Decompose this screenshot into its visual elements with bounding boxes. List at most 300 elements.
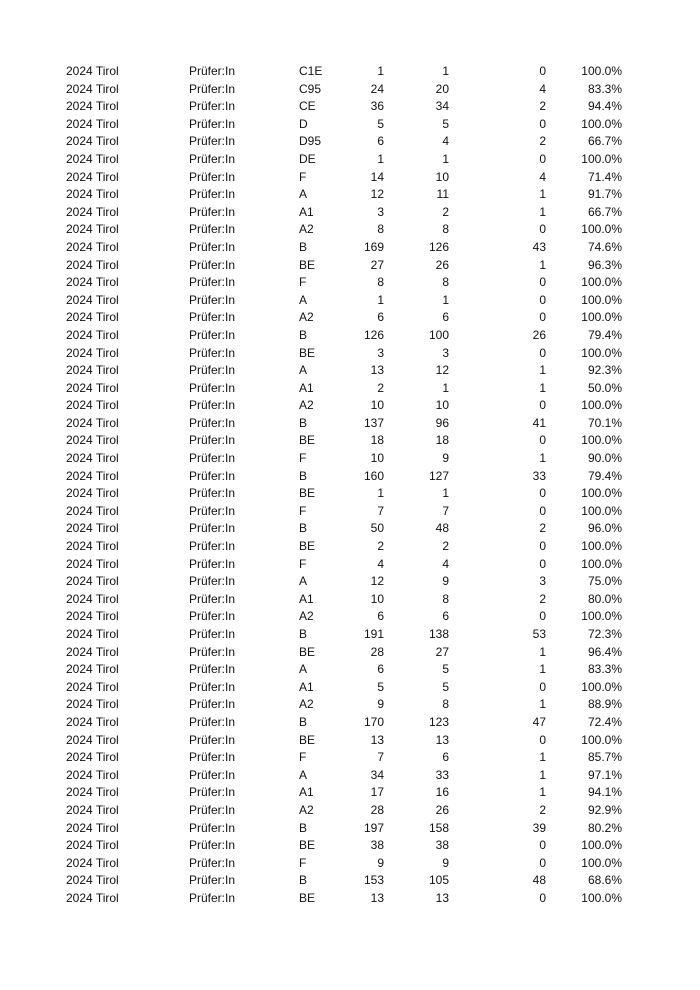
- failed-count-cell: 2: [539, 134, 546, 149]
- passed-count-cell: 26: [435, 257, 449, 272]
- passed-count-cell: 5: [442, 679, 449, 694]
- total-count-cell: 50: [370, 521, 384, 536]
- examiner-cell: Prüfer:In: [189, 838, 236, 853]
- failed-count-cell: 2: [539, 591, 546, 606]
- results-table: [0, 63, 700, 908]
- license-class-cell: B: [299, 239, 308, 254]
- failed-count-cell: 41: [532, 415, 546, 430]
- year-region-cell: 2024 Tirol: [66, 468, 119, 483]
- year-region-cell: 2024 Tirol: [66, 187, 119, 202]
- pass-rate-cell: 100.0%: [581, 732, 622, 747]
- table-row: [0, 468, 700, 486]
- passed-count-cell: 16: [435, 785, 449, 800]
- total-count-cell: 24: [370, 81, 384, 96]
- passed-count-cell: 2: [442, 539, 449, 554]
- passed-count-cell: 9: [442, 855, 449, 870]
- license-class-cell: F: [299, 503, 307, 518]
- failed-count-cell: 1: [539, 363, 546, 378]
- failed-count-cell: 0: [539, 345, 546, 360]
- pass-rate-cell: 83.3%: [587, 81, 622, 96]
- pass-rate-cell: 100.0%: [581, 855, 622, 870]
- total-count-cell: 5: [377, 116, 384, 131]
- table-row: [0, 626, 700, 644]
- year-region-cell: 2024 Tirol: [66, 802, 119, 817]
- total-count-cell: 197: [363, 820, 384, 835]
- table-row: [0, 749, 700, 767]
- year-region-cell: 2024 Tirol: [66, 767, 119, 782]
- total-count-cell: 14: [370, 169, 384, 184]
- license-class-cell: BE: [299, 433, 316, 448]
- examiner-cell: Prüfer:In: [189, 486, 236, 501]
- pass-rate-cell: 71.4%: [587, 169, 622, 184]
- pass-rate-cell: 70.1%: [587, 415, 622, 430]
- pass-rate-cell: 100.0%: [581, 609, 622, 624]
- table-row: [0, 133, 700, 151]
- total-count-cell: 2: [377, 380, 384, 395]
- failed-count-cell: 1: [539, 697, 546, 712]
- table-row: [0, 309, 700, 327]
- pass-rate-cell: 66.7%: [587, 204, 622, 219]
- pass-rate-cell: 100.0%: [581, 222, 622, 237]
- license-class-cell: B: [299, 468, 308, 483]
- table-row: [0, 274, 700, 292]
- total-count-cell: 1: [377, 486, 384, 501]
- table-row: [0, 890, 700, 908]
- failed-count-cell: 1: [539, 204, 546, 219]
- failed-count-cell: 1: [539, 451, 546, 466]
- total-count-cell: 126: [363, 327, 384, 342]
- license-class-cell: A1: [299, 679, 314, 694]
- total-count-cell: 10: [370, 591, 384, 606]
- examiner-cell: Prüfer:In: [189, 292, 236, 307]
- table-row: [0, 239, 700, 257]
- pass-rate-cell: 96.4%: [587, 644, 622, 659]
- total-count-cell: 9: [377, 855, 384, 870]
- examiner-cell: Prüfer:In: [189, 855, 236, 870]
- year-region-cell: 2024 Tirol: [66, 81, 119, 96]
- pass-rate-cell: 75.0%: [587, 574, 622, 589]
- failed-count-cell: 0: [539, 310, 546, 325]
- failed-count-cell: 0: [539, 838, 546, 853]
- passed-count-cell: 6: [442, 750, 449, 765]
- failed-count-cell: 0: [539, 116, 546, 131]
- table-row: [0, 204, 700, 222]
- passed-count-cell: 18: [435, 433, 449, 448]
- table-row: [0, 538, 700, 556]
- examiner-cell: Prüfer:In: [189, 116, 236, 131]
- failed-count-cell: 2: [539, 802, 546, 817]
- total-count-cell: 170: [363, 714, 384, 729]
- passed-count-cell: 38: [435, 838, 449, 853]
- passed-count-cell: 5: [442, 662, 449, 677]
- year-region-cell: 2024 Tirol: [66, 873, 119, 888]
- failed-count-cell: 1: [539, 767, 546, 782]
- failed-count-cell: 0: [539, 679, 546, 694]
- year-region-cell: 2024 Tirol: [66, 99, 119, 114]
- table-row: [0, 679, 700, 697]
- year-region-cell: 2024 Tirol: [66, 64, 119, 78]
- license-class-cell: B: [299, 521, 308, 536]
- year-region-cell: 2024 Tirol: [66, 609, 119, 624]
- license-class-cell: A: [299, 187, 308, 202]
- license-class-cell: F: [299, 855, 307, 870]
- table-row: [0, 661, 700, 679]
- pass-rate-cell: 79.4%: [587, 327, 622, 342]
- passed-count-cell: 10: [435, 169, 449, 184]
- year-region-cell: 2024 Tirol: [66, 574, 119, 589]
- examiner-cell: Prüfer:In: [189, 820, 236, 835]
- pass-rate-cell: 100.0%: [581, 151, 622, 166]
- license-class-cell: F: [299, 275, 307, 290]
- table-row: [0, 591, 700, 609]
- table-row: [0, 415, 700, 433]
- failed-count-cell: 0: [539, 151, 546, 166]
- pass-rate-cell: 74.6%: [587, 239, 622, 254]
- pass-rate-cell: 79.4%: [587, 468, 622, 483]
- passed-count-cell: 10: [435, 398, 449, 413]
- pass-rate-cell: 90.0%: [587, 451, 622, 466]
- total-count-cell: 6: [377, 310, 384, 325]
- examiner-cell: Prüfer:In: [189, 767, 236, 782]
- failed-count-cell: 1: [539, 785, 546, 800]
- failed-count-cell: 1: [539, 380, 546, 395]
- year-region-cell: 2024 Tirol: [66, 310, 119, 325]
- pass-rate-cell: 100.0%: [581, 64, 622, 78]
- passed-count-cell: 96: [435, 415, 449, 430]
- pass-rate-cell: 83.3%: [587, 662, 622, 677]
- year-region-cell: 2024 Tirol: [66, 257, 119, 272]
- examiner-cell: Prüfer:In: [189, 380, 236, 395]
- passed-count-cell: 34: [435, 99, 449, 114]
- examiner-cell: Prüfer:In: [189, 327, 236, 342]
- examiner-cell: Prüfer:In: [189, 750, 236, 765]
- pass-rate-cell: 94.4%: [587, 99, 622, 114]
- license-class-cell: F: [299, 556, 307, 571]
- year-region-cell: 2024 Tirol: [66, 714, 119, 729]
- passed-count-cell: 13: [435, 732, 449, 747]
- table-row: [0, 186, 700, 204]
- table-row: [0, 432, 700, 450]
- failed-count-cell: 43: [532, 239, 546, 254]
- table-row: [0, 98, 700, 116]
- table-row: [0, 169, 700, 187]
- examiner-cell: Prüfer:In: [189, 714, 236, 729]
- failed-count-cell: 0: [539, 609, 546, 624]
- passed-count-cell: 12: [435, 363, 449, 378]
- year-region-cell: 2024 Tirol: [66, 820, 119, 835]
- examiner-cell: Prüfer:In: [189, 415, 236, 430]
- total-count-cell: 38: [370, 838, 384, 853]
- total-count-cell: 1: [377, 151, 384, 166]
- pass-rate-cell: 80.0%: [587, 591, 622, 606]
- pass-rate-cell: 72.3%: [587, 627, 622, 641]
- year-region-cell: 2024 Tirol: [66, 732, 119, 747]
- year-region-cell: 2024 Tirol: [66, 503, 119, 518]
- license-class-cell: B: [299, 327, 308, 342]
- examiner-cell: Prüfer:In: [189, 503, 236, 518]
- examiner-cell: Prüfer:In: [189, 556, 236, 571]
- passed-count-cell: 8: [442, 222, 449, 237]
- table-row: [0, 221, 700, 239]
- examiner-cell: Prüfer:In: [189, 151, 236, 166]
- total-count-cell: 191: [363, 627, 384, 641]
- total-count-cell: 10: [370, 398, 384, 413]
- total-count-cell: 160: [363, 468, 384, 483]
- pass-rate-cell: 97.1%: [587, 767, 622, 782]
- pass-rate-cell: 96.3%: [587, 257, 622, 272]
- year-region-cell: 2024 Tirol: [66, 151, 119, 166]
- license-class-cell: DE: [299, 151, 316, 166]
- failed-count-cell: 0: [539, 556, 546, 571]
- passed-count-cell: 11: [436, 187, 449, 202]
- failed-count-cell: 0: [539, 275, 546, 290]
- pass-rate-cell: 100.0%: [581, 345, 622, 360]
- failed-count-cell: 4: [539, 81, 546, 96]
- passed-count-cell: 8: [442, 697, 449, 712]
- pass-rate-cell: 50.0%: [587, 380, 622, 395]
- examiner-cell: Prüfer:In: [189, 468, 236, 483]
- license-class-cell: BE: [299, 890, 316, 905]
- total-count-cell: 28: [370, 802, 384, 817]
- pass-rate-cell: 100.0%: [581, 292, 622, 307]
- table-row: [0, 151, 700, 169]
- examiner-cell: Prüfer:In: [189, 345, 236, 360]
- license-class-cell: A: [299, 292, 308, 307]
- year-region-cell: 2024 Tirol: [66, 345, 119, 360]
- table-row: [0, 520, 700, 538]
- passed-count-cell: 105: [428, 873, 449, 888]
- license-class-cell: A2: [299, 222, 314, 237]
- table-row: [0, 397, 700, 415]
- table-row: [0, 503, 700, 521]
- table-row: [0, 644, 700, 662]
- license-class-cell: A2: [299, 802, 314, 817]
- table-row: [0, 116, 700, 134]
- table-row: [0, 556, 700, 574]
- table-row: [0, 732, 700, 750]
- failed-count-cell: 0: [539, 503, 546, 518]
- examiner-cell: Prüfer:In: [189, 451, 236, 466]
- table-row: [0, 696, 700, 714]
- year-region-cell: 2024 Tirol: [66, 591, 119, 606]
- table-row: [0, 608, 700, 626]
- pass-rate-cell: 72.4%: [587, 714, 622, 729]
- examiner-cell: Prüfer:In: [189, 521, 236, 536]
- examiner-cell: Prüfer:In: [189, 64, 236, 78]
- table-row: [0, 450, 700, 468]
- examiner-cell: Prüfer:In: [189, 539, 236, 554]
- passed-count-cell: 4: [442, 556, 449, 571]
- pass-rate-cell: 92.9%: [587, 802, 622, 817]
- examiner-cell: Prüfer:In: [189, 802, 236, 817]
- license-class-cell: BE: [299, 539, 316, 554]
- pass-rate-cell: 80.2%: [587, 820, 622, 835]
- table-row: [0, 327, 700, 345]
- license-class-cell: A1: [299, 204, 314, 219]
- examiner-cell: Prüfer:In: [189, 134, 236, 149]
- license-class-cell: A: [299, 767, 308, 782]
- total-count-cell: 7: [377, 503, 384, 518]
- license-class-cell: A1: [299, 785, 314, 800]
- year-region-cell: 2024 Tirol: [66, 222, 119, 237]
- passed-count-cell: 1: [442, 486, 449, 501]
- total-count-cell: 169: [363, 239, 384, 254]
- total-count-cell: 12: [370, 574, 384, 589]
- table-row: [0, 81, 700, 99]
- year-region-cell: 2024 Tirol: [66, 363, 119, 378]
- table-row: [0, 714, 700, 732]
- passed-count-cell: 1: [442, 292, 449, 307]
- passed-count-cell: 2: [442, 204, 449, 219]
- passed-count-cell: 8: [442, 275, 449, 290]
- table-row: [0, 872, 700, 890]
- total-count-cell: 13: [370, 890, 384, 905]
- passed-count-cell: 26: [435, 802, 449, 817]
- table-row: [0, 485, 700, 503]
- examiner-cell: Prüfer:In: [189, 204, 236, 219]
- passed-count-cell: 6: [442, 310, 449, 325]
- passed-count-cell: 126: [428, 239, 449, 254]
- year-region-cell: 2024 Tirol: [66, 556, 119, 571]
- license-class-cell: F: [299, 750, 307, 765]
- year-region-cell: 2024 Tirol: [66, 890, 119, 905]
- failed-count-cell: 0: [539, 486, 546, 501]
- failed-count-cell: 1: [539, 644, 546, 659]
- license-class-cell: CE: [299, 99, 316, 114]
- examiner-cell: Prüfer:In: [189, 99, 236, 114]
- examiner-cell: Prüfer:In: [189, 873, 236, 888]
- examiner-cell: Prüfer:In: [189, 398, 236, 413]
- failed-count-cell: 1: [539, 750, 546, 765]
- year-region-cell: 2024 Tirol: [66, 292, 119, 307]
- table-row: [0, 837, 700, 855]
- pass-rate-cell: 91.7%: [587, 187, 622, 202]
- total-count-cell: 10: [370, 451, 384, 466]
- table-row: [0, 292, 700, 310]
- table-row: [0, 380, 700, 398]
- license-class-cell: F: [299, 451, 307, 466]
- total-count-cell: 7: [377, 750, 384, 765]
- examiner-cell: Prüfer:In: [189, 222, 236, 237]
- passed-count-cell: 5: [442, 116, 449, 131]
- examiner-cell: Prüfer:In: [189, 785, 236, 800]
- pass-rate-cell: 85.7%: [587, 750, 622, 765]
- examiner-cell: Prüfer:In: [189, 662, 236, 677]
- passed-count-cell: 6: [442, 609, 449, 624]
- total-count-cell: 9: [377, 697, 384, 712]
- pass-rate-cell: 100.0%: [581, 503, 622, 518]
- failed-count-cell: 0: [539, 433, 546, 448]
- total-count-cell: 5: [377, 679, 384, 694]
- failed-count-cell: 2: [539, 521, 546, 536]
- examiner-cell: Prüfer:In: [189, 732, 236, 747]
- failed-count-cell: 0: [539, 292, 546, 307]
- total-count-cell: 27: [370, 257, 384, 272]
- passed-count-cell: 123: [428, 714, 449, 729]
- examiner-cell: Prüfer:In: [189, 187, 236, 202]
- failed-count-cell: 2: [539, 99, 546, 114]
- table-row: [0, 784, 700, 802]
- total-count-cell: 34: [370, 767, 384, 782]
- table-row: [0, 257, 700, 275]
- examiner-cell: Prüfer:In: [189, 644, 236, 659]
- examiner-cell: Prüfer:In: [189, 275, 236, 290]
- examiner-cell: Prüfer:In: [189, 697, 236, 712]
- passed-count-cell: 27: [435, 644, 449, 659]
- failed-count-cell: 39: [532, 820, 546, 835]
- license-class-cell: B: [299, 873, 308, 888]
- passed-count-cell: 1: [442, 64, 449, 78]
- passed-count-cell: 9: [442, 451, 449, 466]
- passed-count-cell: 8: [442, 591, 449, 606]
- year-region-cell: 2024 Tirol: [66, 398, 119, 413]
- license-class-cell: C95: [299, 81, 322, 96]
- year-region-cell: 2024 Tirol: [66, 662, 119, 677]
- failed-count-cell: 1: [539, 187, 546, 202]
- pass-rate-cell: 100.0%: [581, 838, 622, 853]
- year-region-cell: 2024 Tirol: [66, 134, 119, 149]
- total-count-cell: 6: [377, 134, 384, 149]
- table-row: [0, 820, 700, 838]
- failed-count-cell: 48: [532, 873, 546, 888]
- examiner-cell: Prüfer:In: [189, 679, 236, 694]
- year-region-cell: 2024 Tirol: [66, 697, 119, 712]
- passed-count-cell: 1: [442, 380, 449, 395]
- total-count-cell: 6: [377, 662, 384, 677]
- examiner-cell: Prüfer:In: [189, 239, 236, 254]
- failed-count-cell: 0: [539, 855, 546, 870]
- table-row: [0, 362, 700, 380]
- year-region-cell: 2024 Tirol: [66, 116, 119, 131]
- year-region-cell: 2024 Tirol: [66, 855, 119, 870]
- license-class-cell: C1E: [299, 64, 323, 78]
- license-class-cell: B: [299, 714, 308, 729]
- pass-rate-cell: 96.0%: [587, 521, 622, 536]
- license-class-cell: A: [299, 363, 308, 378]
- year-region-cell: 2024 Tirol: [66, 327, 119, 342]
- table-row: [0, 345, 700, 363]
- failed-count-cell: 3: [539, 574, 546, 589]
- license-class-cell: B: [299, 627, 308, 641]
- pass-rate-cell: 100.0%: [581, 890, 622, 905]
- examiner-cell: Prüfer:In: [189, 433, 236, 448]
- license-class-cell: A1: [299, 380, 314, 395]
- failed-count-cell: 53: [532, 627, 546, 641]
- license-class-cell: A2: [299, 609, 314, 624]
- license-class-cell: D: [299, 116, 308, 131]
- year-region-cell: 2024 Tirol: [66, 644, 119, 659]
- total-count-cell: 8: [377, 275, 384, 290]
- pass-rate-cell: 68.6%: [587, 873, 622, 888]
- passed-count-cell: 9: [442, 574, 449, 589]
- passed-count-cell: 33: [435, 767, 449, 782]
- license-class-cell: A2: [299, 310, 314, 325]
- pass-rate-cell: 100.0%: [581, 539, 622, 554]
- failed-count-cell: 33: [532, 468, 546, 483]
- license-class-cell: A1: [299, 591, 314, 606]
- examiner-cell: Prüfer:In: [189, 81, 236, 96]
- license-class-cell: BE: [299, 732, 316, 747]
- license-class-cell: BE: [299, 486, 316, 501]
- passed-count-cell: 100: [428, 327, 449, 342]
- total-count-cell: 6: [377, 609, 384, 624]
- pass-rate-cell: 100.0%: [581, 310, 622, 325]
- total-count-cell: 13: [370, 363, 384, 378]
- license-class-cell: F: [299, 169, 307, 184]
- license-class-cell: BE: [299, 257, 316, 272]
- table-row: [0, 63, 700, 81]
- year-region-cell: 2024 Tirol: [66, 169, 119, 184]
